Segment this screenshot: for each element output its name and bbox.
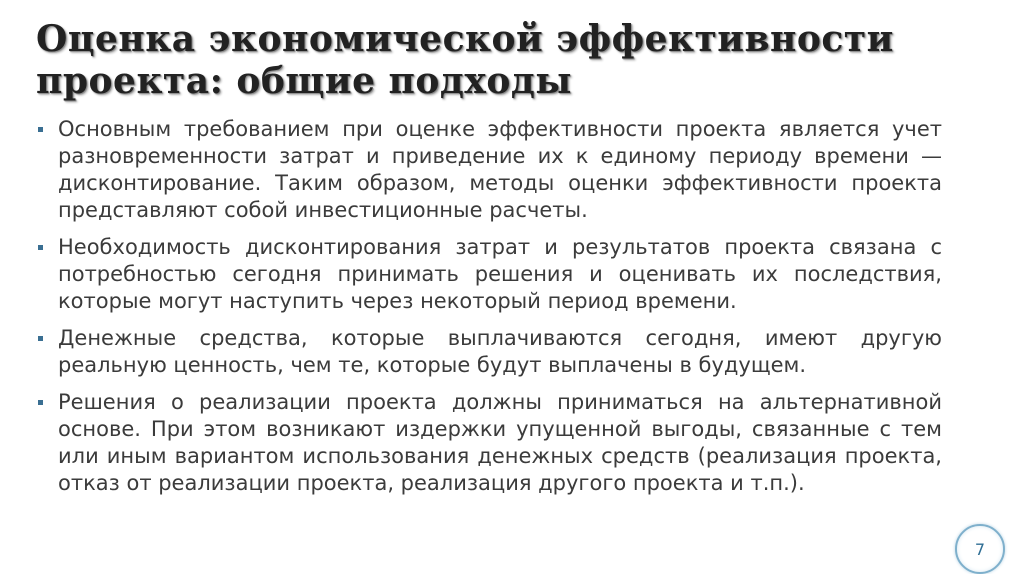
bullet-item	[36, 325, 942, 379]
page-number-badge	[955, 524, 1005, 574]
square-bullet-icon	[38, 127, 43, 132]
square-bullet-icon	[38, 245, 43, 250]
bullet-item	[36, 389, 942, 497]
slide-title	[36, 18, 996, 102]
slide-title-line-1: Оценка экономической эффективности	[36, 18, 894, 60]
bullet-text: Основным требованием при оценке эффективности проекта является учет разновременности затрат и приведение их к единому периоду времени — дисконтирование. Таким образом, методы оценки эффективности проекта представляют собой инвестиционные расчеты.	[58, 117, 942, 222]
bullet-item	[36, 116, 942, 224]
square-bullet-icon	[38, 400, 43, 405]
page-number: 7	[974, 539, 986, 559]
bullet-list	[36, 116, 942, 507]
bullet-text: Денежные средства, которые выплачиваются сегодня, имеют другую реальную ценность, чем те, которые будут выплачены в будущем.	[58, 326, 942, 377]
bullet-text: Необходимость дисконтирования затрат и результатов проекта связана с потребностью сегодня принимать решения и оценивать их последствия, которые могут наступить через некоторый период времени.	[58, 235, 942, 313]
slide-title-line-2: проекта: общие подходы	[36, 60, 572, 102]
bullet-item	[36, 234, 942, 315]
bullet-text: Решения о реализации проекта должны приниматься на альтернативной основе. При этом возникают издержки упущенной выгоды, связанные с тем или иным вариантом использования денежных средств (реализация проекта, отказ от реализации проекта, реализация другого проекта и т.п.).	[58, 390, 942, 495]
square-bullet-icon	[38, 336, 43, 341]
